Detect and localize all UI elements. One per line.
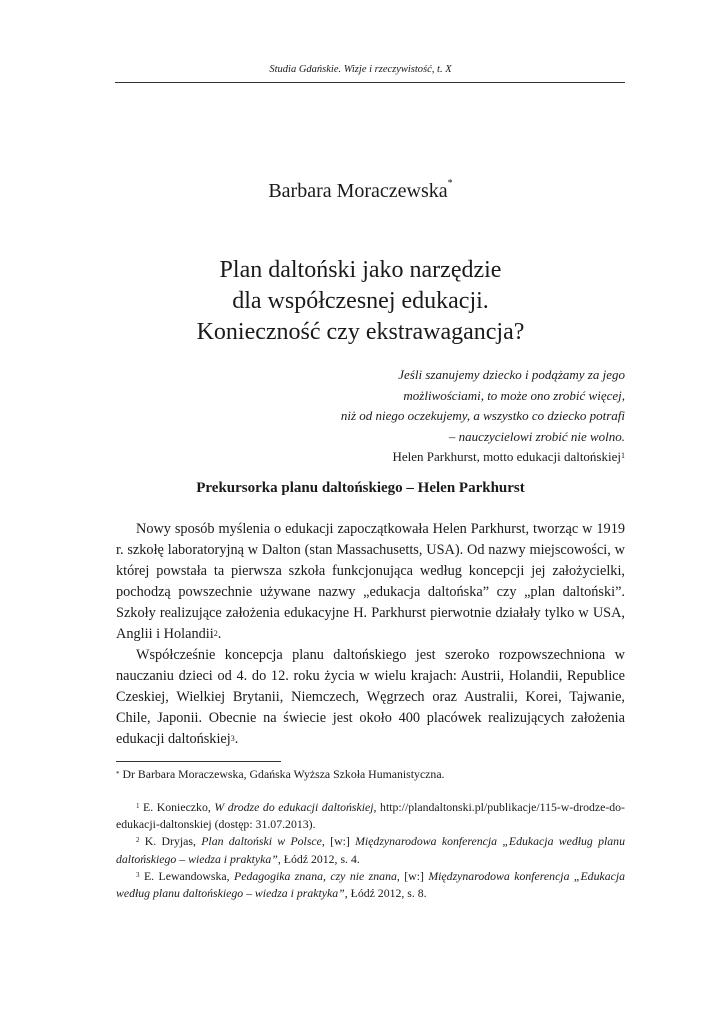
author-footnote-mark[interactable]: *: [447, 178, 453, 189]
author-name: Barbara Moraczewska: [268, 180, 448, 202]
motto-line: niż od niego oczekujemy, a wszystko co dziecko potrafi: [340, 408, 625, 423]
footnote-url[interactable]: http://plandaltonski.pl/publikacje/115-w-drodze-do-edukacji-daltonskiej (dostęp: 31.07.2013).: [116, 800, 625, 832]
author-line: [0, 180, 721, 203]
paragraph: Współcześnie koncepcja planu daltońskiego jest szeroko rozpowszechniona w nauczaniu dzieci od 4. do 12. roku życia w wielu krajach: Austrii, Holandii, Republice Czeskiej, Wielkiej Brytanii, Niemczech, Węgrzech oraz Australii, Korei, Tajwanie, Chile, Japonii. Obecnie na świecie jest około 400 placówek realizujących założenia edukacji daltońskiej$^3$.: [116, 647, 625, 747]
title-line: dla współczesnej edukacji.: [232, 288, 489, 314]
motto-line: – nauczycielowi zrobić nie wolno.: [448, 428, 625, 444]
header-rule: [115, 82, 625, 83]
paper-title: [0, 255, 721, 348]
motto: [265, 365, 625, 468]
section-heading: Prekursorka planu daltońskiego – Helen Parkhurst: [196, 480, 525, 496]
footnote-2: $^2$ K. Dryjas, Plan daltoński w Polsce, [w:] Międzynarodowa konferencja „Edukacja według planu daltońskiego – wiedza i praktyka”, Łódź 2012, s. 4.: [116, 834, 625, 866]
motto-attribution: Helen Parkhurst, motto edukacji daltońskiej$^1$: [392, 449, 625, 464]
footnote-author: * Dr Barbara Moraczewska, Gdańska Wyższa Szkoła Humanistyczna.: [116, 767, 445, 781]
body-text: [116, 519, 625, 750]
title-line: Plan daltoński jako narzędzie: [219, 257, 502, 283]
footnotes: [116, 799, 625, 902]
running-header: Studia Gdańskie. Wizje i rzeczywistość, t. X: [269, 64, 452, 75]
footnote-ref-2[interactable]: 2: [213, 629, 218, 638]
title-line: Konieczność czy ekstrawagancja?: [196, 319, 525, 345]
footnote-mark: *: [116, 770, 120, 778]
footnote-1: $^1$ E. Konieczko, W drodze do edukacji daltońskiej, http://plandaltonski.pl/publikacje/115-w-drodze-do-edukacji-daltonskiej (dostęp: 31.07.2013).: [116, 800, 625, 832]
footnote-ref-1[interactable]: 1: [621, 451, 625, 460]
footnote-ref-3[interactable]: 3: [230, 734, 235, 743]
motto-line: możliwościami, to może ono zrobić więcej,: [403, 387, 625, 403]
footnote-rule: [116, 761, 281, 762]
motto-line: Jeśli szanujemy dziecko i podążamy za jego: [398, 367, 625, 382]
paragraph: Nowy sposób myślenia o edukacji zapoczątkowała Helen Parkhurst, tworząc w 1919 r. szkołę laboratoryjną w Dalton (stan Massachusetts, USA). Od nazwy miejscowości, w której powstała ta pierwsza szkoła funkcjonująca według koncepcji jej założycielki, pochodzą powszechnie używane nazwy „edukacja daltońska” czy „plan daltoński”. Szkoły realizujące założenia edukacyjne H. Parkhurst pierwotnie działały tylko w USA, Anglii i Holandii$^2$.: [116, 521, 625, 642]
footnote-3: $^3$ E. Lewandowska, Pedagogika znana, czy nie znana, [w:] Międzynarodowa konferencja „Edukacja według planu daltońskiego – wiedza i praktyka”, Łódź 2012, s. 8.: [116, 868, 626, 901]
